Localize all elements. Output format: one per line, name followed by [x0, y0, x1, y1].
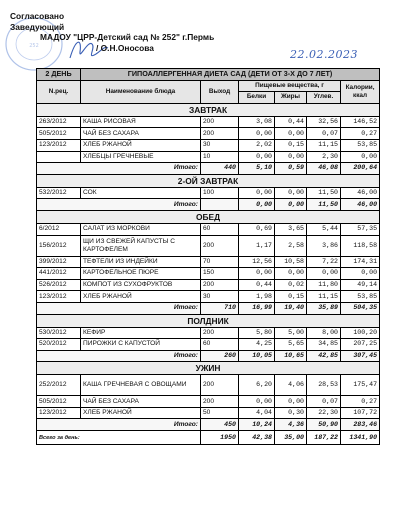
cell-protein: 0,00 [239, 268, 275, 280]
cell-name: ХЛЕБ РЖАНОЙ [81, 139, 201, 151]
total-yield: 450 [201, 419, 239, 431]
cell-yield: 200 [201, 279, 239, 291]
cell-recipe: 6/2012 [37, 223, 81, 235]
total-fat: 0,59 [275, 163, 307, 175]
cell-name: СОК [81, 187, 201, 199]
approval-line-name: / О.Н.Оносова [96, 43, 154, 53]
cell-carbs: 22,30 [307, 407, 341, 419]
cell-yield: 200 [201, 327, 239, 339]
cell-yield: 100 [201, 187, 239, 199]
total-kcal: 200,64 [341, 163, 380, 175]
cell-name: КЕФИР [81, 327, 201, 339]
cell-protein: 0,00 [239, 128, 275, 140]
cell-protein: 5,80 [239, 327, 275, 339]
cell-carbs: 0,00 [307, 268, 341, 280]
total-yield: 260 [201, 350, 239, 362]
cell-protein: 0,69 [239, 223, 275, 235]
col-protein-header: Белки [239, 92, 275, 104]
table-row [37, 139, 380, 151]
cell-protein: 0,00 [239, 151, 275, 163]
section-header-row [37, 103, 380, 116]
table-row [37, 407, 380, 419]
cell-kcal: 0,00 [341, 151, 380, 163]
cell-fat: 10,58 [275, 256, 307, 268]
total-label: Итого: [37, 350, 201, 362]
total-protein: 0,00 [239, 199, 275, 211]
cell-yield: 150 [201, 268, 239, 280]
col-name-header: Наименование блюда [81, 80, 201, 103]
cell-kcal: 46,00 [341, 187, 380, 199]
table-row [37, 116, 380, 128]
cell-name: ПИРОЖКИ С КАПУСТОЙ [81, 339, 201, 351]
section-header-row [37, 210, 380, 223]
total-protein: 16,99 [239, 302, 275, 314]
cell-fat: 0,44 [275, 116, 307, 128]
day-label: 2 ДЕНЬ [37, 69, 81, 81]
cell-yield: 60 [201, 223, 239, 235]
col-calories-header: Калории, ккал [341, 80, 380, 103]
cell-recipe: 263/2012 [37, 116, 81, 128]
table-row [37, 396, 380, 408]
table-row [37, 339, 380, 351]
cell-name: ТЕФТЕЛИ ИЗ ИНДЕЙКИ [81, 256, 201, 268]
cell-kcal: 207,25 [341, 339, 380, 351]
table-row [37, 268, 380, 280]
total-yield [201, 199, 239, 211]
cell-yield: 30 [201, 291, 239, 303]
cell-kcal: 0,27 [341, 396, 380, 408]
section-title: ПОЛДНИК [37, 314, 380, 327]
table-row [37, 128, 380, 140]
column-header-row [37, 80, 380, 92]
cell-fat: 0,00 [275, 151, 307, 163]
cell-carbs: 8,00 [307, 327, 341, 339]
cell-name: КОМПОТ ИЗ СУХОФРУКТОВ [81, 279, 201, 291]
col-recipe-header: N.рец. [37, 80, 81, 103]
cell-name: ЩИ ИЗ СВЕЖЕЙ КАПУСТЫ С КАРТОФЕЛЕМ [81, 235, 201, 256]
cell-protein: 1,98 [239, 291, 275, 303]
cell-fat: 0,15 [275, 139, 307, 151]
cell-yield: 200 [201, 235, 239, 256]
cell-yield: 200 [201, 375, 239, 396]
total-fat: 0,00 [275, 199, 307, 211]
section-total-row [37, 199, 380, 211]
cell-recipe: 156/2012 [37, 235, 81, 256]
cell-fat: 0,15 [275, 291, 307, 303]
cell-name: ХЛЕБЦЫ ГРЕЧНЕВЫЕ [81, 151, 201, 163]
cell-yield: 50 [201, 407, 239, 419]
total-fat: 19,40 [275, 302, 307, 314]
cell-recipe [37, 151, 81, 163]
cell-recipe: 530/2012 [37, 327, 81, 339]
cell-fat: 0,00 [275, 396, 307, 408]
cell-kcal: 53,85 [341, 139, 380, 151]
total-kcal: 504,35 [341, 302, 380, 314]
cell-kcal: 53,85 [341, 291, 380, 303]
cell-fat: 4,06 [275, 375, 307, 396]
cell-recipe: 399/2012 [37, 256, 81, 268]
total-fat: 4,36 [275, 419, 307, 431]
total-label: Итого: [37, 163, 201, 175]
cell-protein: 1,17 [239, 235, 275, 256]
approval-block [4, 4, 396, 64]
cell-recipe: 252/2012 [37, 375, 81, 396]
total-label: Итого: [37, 302, 201, 314]
cell-protein: 0,00 [239, 396, 275, 408]
cell-yield: 30 [201, 139, 239, 151]
handwritten-date: 22.02.2023 [290, 48, 358, 61]
section-header-row [37, 362, 380, 375]
grand-total-row [37, 431, 380, 445]
total-kcal: 46,00 [341, 199, 380, 211]
section-header-row [37, 174, 380, 187]
cell-recipe: 520/2012 [37, 339, 81, 351]
section-total-row [37, 302, 380, 314]
diet-title: ГИПОАЛЛЕРГЕННАЯ ДИЕТА САД (ДЕТИ ОТ 3-Х ДО 7 ЛЕТ) [81, 69, 380, 81]
cell-protein: 0,00 [239, 187, 275, 199]
cell-recipe: 532/2012 [37, 187, 81, 199]
total-label: Итого: [37, 199, 201, 211]
cell-fat: 2,58 [275, 235, 307, 256]
cell-fat: 0,00 [275, 128, 307, 140]
cell-kcal: 100,20 [341, 327, 380, 339]
grand-total-protein: 42,38 [239, 431, 275, 445]
cell-fat: 0,02 [275, 279, 307, 291]
cell-yield: 200 [201, 116, 239, 128]
cell-protein: 3,08 [239, 116, 275, 128]
svg-text:252: 252 [29, 43, 39, 49]
cell-protein: 4,25 [239, 339, 275, 351]
cell-kcal: 49,14 [341, 279, 380, 291]
col-yield-header: Выход [201, 80, 239, 103]
section-total-row [37, 350, 380, 362]
section-title: ОБЕД [37, 210, 380, 223]
cell-name: ЧАЙ БЕЗ САХАРА [81, 396, 201, 408]
cell-name: ХЛЕБ РЖАНОЙ [81, 291, 201, 303]
cell-carbs: 32,56 [307, 116, 341, 128]
grand-total-kcal: 1341,90 [341, 431, 380, 445]
cell-yield: 70 [201, 256, 239, 268]
cell-carbs: 11,80 [307, 279, 341, 291]
cell-yield: 200 [201, 396, 239, 408]
menu-table [36, 68, 380, 445]
table-row [37, 151, 380, 163]
col-carbs-header: Углев. [307, 92, 341, 104]
cell-carbs: 11,15 [307, 291, 341, 303]
cell-carbs: 28,53 [307, 375, 341, 396]
grand-total-yield: 1950 [201, 431, 239, 445]
cell-kcal: 175,47 [341, 375, 380, 396]
section-title: УЖИН [37, 362, 380, 375]
cell-kcal: 107,72 [341, 407, 380, 419]
cell-fat: 3,65 [275, 223, 307, 235]
col-fat-header: Жиры [275, 92, 307, 104]
cell-recipe: 505/2012 [37, 396, 81, 408]
cell-name: ХЛЕБ РЖАНОЙ [81, 407, 201, 419]
total-fat: 10,65 [275, 350, 307, 362]
cell-carbs: 34,85 [307, 339, 341, 351]
cell-fat: 5,65 [275, 339, 307, 351]
cell-recipe: 123/2012 [37, 139, 81, 151]
cell-protein: 0,44 [239, 279, 275, 291]
cell-protein: 2,02 [239, 139, 275, 151]
total-kcal: 307,45 [341, 350, 380, 362]
cell-kcal: 57,35 [341, 223, 380, 235]
section-title: 2-ОЙ ЗАВТРАК [37, 174, 380, 187]
cell-recipe: 123/2012 [37, 291, 81, 303]
total-carbs: 50,90 [307, 419, 341, 431]
total-carbs: 35,89 [307, 302, 341, 314]
cell-protein: 4,04 [239, 407, 275, 419]
cell-kcal: 118,58 [341, 235, 380, 256]
cell-carbs: 2,30 [307, 151, 341, 163]
table-row [37, 187, 380, 199]
cell-fat: 0,30 [275, 407, 307, 419]
table-row [37, 291, 380, 303]
table-row [37, 235, 380, 256]
col-nutrients-header: Пищевые вещества, г [239, 80, 341, 92]
cell-name: ЧАЙ БЕЗ САХАРА [81, 128, 201, 140]
table-row [37, 256, 380, 268]
cell-carbs: 0,07 [307, 128, 341, 140]
total-carbs: 46,08 [307, 163, 341, 175]
cell-kcal: 0,27 [341, 128, 380, 140]
section-header-row [37, 314, 380, 327]
cell-carbs: 7,22 [307, 256, 341, 268]
table-row [37, 327, 380, 339]
cell-carbs: 11,15 [307, 139, 341, 151]
table-header-row [37, 69, 380, 81]
total-yield: 440 [201, 163, 239, 175]
cell-fat: 0,00 [275, 187, 307, 199]
cell-kcal: 146,52 [341, 116, 380, 128]
cell-protein: 12,56 [239, 256, 275, 268]
cell-kcal: 174,31 [341, 256, 380, 268]
cell-protein: 6,20 [239, 375, 275, 396]
cell-carbs: 11,50 [307, 187, 341, 199]
cell-carbs: 5,44 [307, 223, 341, 235]
cell-yield: 60 [201, 339, 239, 351]
cell-recipe: 123/2012 [37, 407, 81, 419]
total-carbs: 11,50 [307, 199, 341, 211]
table-row [37, 279, 380, 291]
cell-name: КАША РИСОВАЯ [81, 116, 201, 128]
grand-total-label: Всего за день: [37, 431, 201, 445]
section-total-row [37, 419, 380, 431]
section-total-row [37, 163, 380, 175]
cell-yield: 200 [201, 128, 239, 140]
cell-recipe: 441/2012 [37, 268, 81, 280]
section-title: ЗАВТРАК [37, 103, 380, 116]
cell-name: КАША ГРЕЧНЕВАЯ С ОВОЩАМИ [81, 375, 201, 396]
cell-carbs: 0,07 [307, 396, 341, 408]
cell-recipe: 505/2012 [37, 128, 81, 140]
cell-recipe: 526/2012 [37, 279, 81, 291]
cell-kcal: 0,00 [341, 268, 380, 280]
total-protein: 10,05 [239, 350, 275, 362]
approval-line-head: Заведующий [10, 22, 65, 32]
table-row [37, 375, 380, 396]
total-label: Итого: [37, 419, 201, 431]
grand-total-carbs: 187,22 [307, 431, 341, 445]
total-yield: 710 [201, 302, 239, 314]
total-carbs: 42,85 [307, 350, 341, 362]
grand-total-fat: 35,00 [275, 431, 307, 445]
approval-line-agreed: Согласовано [10, 11, 65, 21]
total-protein: 5,10 [239, 163, 275, 175]
cell-name: КАРТОФЕЛЬНОЕ ПЮРЕ [81, 268, 201, 280]
approval-line-org: МАДОУ "ЦРР-Детский сад № 252" г.Пермь [40, 32, 215, 42]
cell-fat: 0,00 [275, 268, 307, 280]
total-kcal: 283,46 [341, 419, 380, 431]
cell-yield: 10 [201, 151, 239, 163]
cell-fat: 5,00 [275, 327, 307, 339]
cell-carbs: 3,86 [307, 235, 341, 256]
table-row [37, 223, 380, 235]
total-protein: 10,24 [239, 419, 275, 431]
cell-name: САЛАТ ИЗ МОРКОВИ [81, 223, 201, 235]
